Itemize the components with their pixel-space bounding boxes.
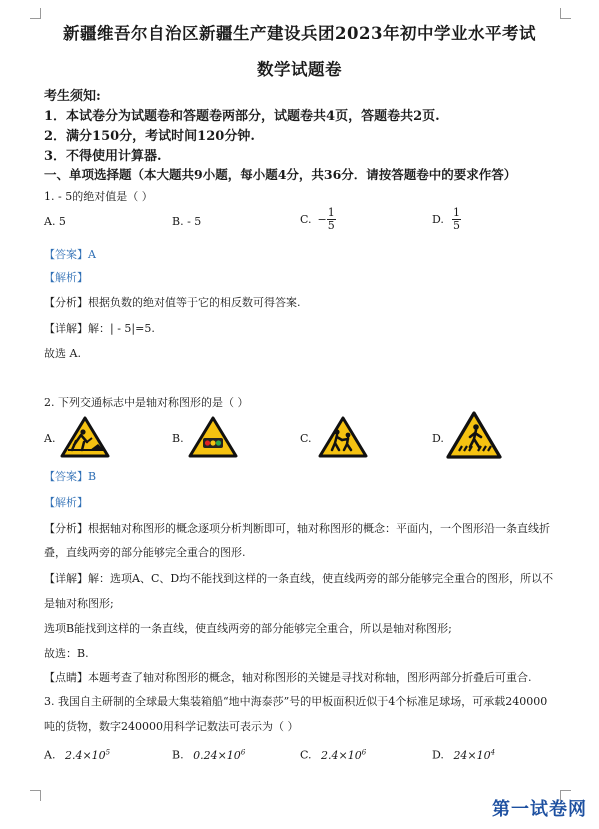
q1-option-d-label: D. (432, 213, 444, 226)
q1-xiangjie: 【详解】解：| - 5|=5. (44, 322, 155, 335)
crop-mark-top-right (560, 8, 571, 19)
q1-option-c (300, 207, 336, 232)
q2-fenxi-line-1: 【分析】根据轴对称图形的概念逐项分析判断即可，轴对称图形的概念：平面内，一个图形沿一条直线折 (44, 522, 550, 535)
q3-option-a-label: A. (44, 748, 56, 762)
traffic-light-sign-icon (188, 416, 238, 458)
q3-option-d-base: 24×10 (453, 748, 491, 762)
q1-conclusion: 故选 A. (44, 347, 81, 360)
q3-option-c-base: 2.4×10 (321, 748, 362, 762)
children-crossing-sign-icon (318, 416, 368, 458)
q2-conclusion: 故选：B. (44, 647, 89, 660)
q2-dianjing: 【点睛】本题考查了轴对称图形的概念，轴对称图形的关键是寻找对称轴，图形两部分折叠后可重合. (44, 671, 532, 684)
q2-xiangjie-line-2: 是轴对称图形; (44, 597, 114, 610)
q1-option-b: B. - 5 (172, 215, 202, 228)
q2-option-c: C. (300, 432, 312, 445)
notice-item-2: 2．满分150分，考试时间120分钟. (44, 129, 255, 144)
site-watermark: 第一试卷网 (492, 799, 587, 820)
q1-option-d-denominator: 5 (452, 219, 460, 232)
q1-answer: 【答案】A (44, 248, 96, 261)
q3-option-c-label: C. (300, 748, 312, 762)
q3-option-b-exponent: 6 (240, 748, 246, 756)
q2-option-b: B. (172, 432, 184, 445)
q2-analysis: 【解析】 (44, 496, 88, 509)
q2-option-d: D. (432, 432, 444, 445)
q3-stem-line-2: 吨的货物，数字240000用科学记数法可表示为（ ） (44, 720, 299, 733)
q2-stem: 2. 下列交通标志中是轴对称图形的是（ ） (44, 396, 249, 409)
q1-option-c-label: C. (300, 213, 312, 226)
q1-stem: 1. - 5的绝对值是（ ） (44, 190, 153, 203)
q3-option-b (172, 748, 245, 762)
q3-option-a-exponent: 5 (105, 748, 111, 756)
q2-fenxi-line-2: 叠，直线两旁的部分能够完全重合的图形. (44, 546, 246, 559)
section-heading: 一、单项选择题（本大题共9小题，每小题4分，共36分．请按答题卷中的要求作答） (44, 167, 517, 182)
q3-option-d-value (453, 749, 495, 762)
road-work-sign-icon (60, 416, 110, 458)
q2-xiangjie-line-3: 选项B能找到这样的一条直线，使直线两旁的部分能够完全重合，所以是轴对称图形; (44, 622, 452, 635)
crop-mark-bottom-left (30, 790, 41, 801)
pedestrian-crossing-sign-icon (446, 411, 502, 459)
crop-mark-top-left (30, 8, 41, 19)
exam-subtitle: 数学试题卷 (257, 60, 342, 79)
notice-item-3: 3．不得使用计算器. (44, 149, 162, 164)
q1-analysis: 【解析】 (44, 271, 88, 284)
q1-option-d-numerator: 1 (452, 206, 460, 219)
q1-fenxi: 【分析】根据负数的绝对值等于它的相反数可得答案. (44, 296, 301, 309)
q3-stem-line-1: 3. 我国自主研制的全球最大集装箱船“地中海泰莎”号的甲板面积近似于4个标准足球场，可承载240000 (44, 695, 548, 708)
q3-option-a-value (65, 749, 110, 762)
q2-xiangjie-line-1: 【详解】解：选项A、C、D均不能找到这样的一条直线，使直线两旁的部分能够完全重合的图形，所以不 (44, 572, 554, 585)
q3-option-b-value (193, 749, 245, 762)
q3-option-c-value (321, 749, 366, 762)
notice-item-1: 1．本试卷分为试题卷和答题卷两部分，试题卷共4页，答题卷共2页. (44, 109, 440, 124)
q1-option-c-sign: − (317, 213, 327, 226)
q2-answer: 【答案】B (44, 470, 97, 483)
q1-option-d (432, 207, 461, 232)
q1-option-c-fraction (327, 207, 336, 232)
q3-option-a (44, 748, 110, 762)
q3-option-a-base: 2.4×10 (64, 748, 106, 762)
q1-option-c-denominator: 5 (327, 219, 335, 232)
q3-option-b-label: B. (172, 748, 184, 762)
q3-option-c-exponent: 6 (361, 748, 367, 756)
q3-option-d-exponent: 4 (490, 748, 496, 756)
exam-title: 新疆维吾尔自治区新疆生产建设兵团2023年初中学业水平考试 (63, 24, 536, 43)
q2-option-a: A. (44, 432, 56, 445)
q1-option-c-numerator: 1 (327, 206, 335, 219)
notice-heading: 考生须知: (44, 89, 101, 104)
q3-option-c (300, 748, 366, 762)
q3-option-d-label: D. (432, 748, 444, 762)
q3-option-b-base: 0.24×10 (193, 748, 241, 762)
q3-option-d (432, 748, 495, 762)
q1-option-a: A. 5 (44, 215, 66, 228)
q1-option-d-fraction (452, 207, 461, 232)
